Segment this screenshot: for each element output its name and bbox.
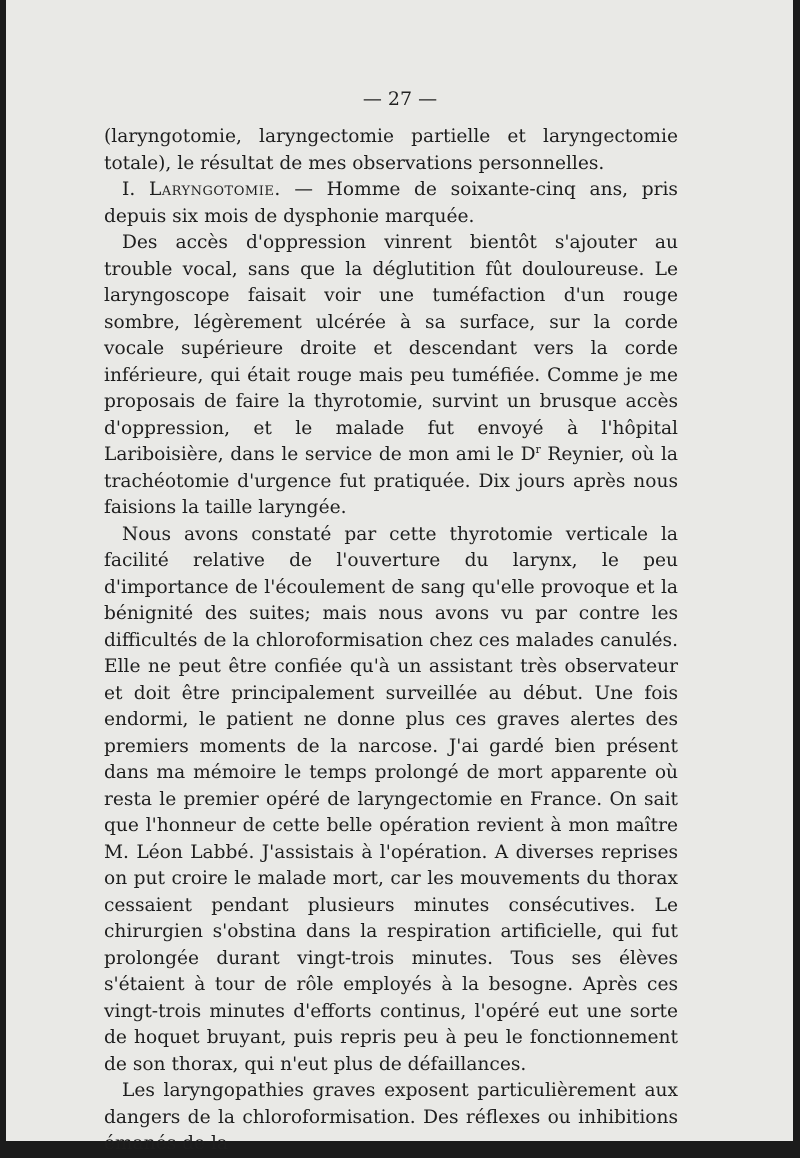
case-title: Laryngotomie.: [148, 179, 281, 200]
paragraph-text-continued: Reynier, où la trachéotomie d'urgence fut pratiquée. Dix jours après nous faisions la taille laryngée.: [104, 444, 678, 518]
superscript: r: [535, 442, 541, 456]
paragraph-continuation: (laryngotomie, laryngectomie partielle et laryngectomie totale), le résultat de mes observations personnelles.: [104, 126, 678, 174]
case-number: I.: [122, 179, 136, 200]
paragraph-text: Des accès d'oppression vinrent bientôt s'ajouter au trouble vocal, sans que la déglutition fût douloureuse. Le laryngoscope faisait voir une tuméfaction d'un rouge sombre, légèrement ulcérée à sa surface, sur la corde vocale supérieure droite et descendant vers la corde inférieure, qui était rouge mais peu tuméfiée. Comme je me proposais de faire la thyrotomie, survint un brusque accès d'oppression, et le malade fut envoyé à l'hôpital Lariboisière, dans le service de mon ami le D: [104, 232, 678, 465]
paragraph-case-history: [104, 230, 678, 522]
paragraph-case-heading: [104, 177, 678, 230]
case-summary: — Homme de soixante-cinq ans, pris depuis six mois de dysphonie marquée.: [104, 179, 678, 227]
body-text: [104, 124, 678, 1158]
paragraph-observations: Nous avons constaté par cette thyrotomie verticale la facilité relative de l'ouverture du larynx, le peu d'importance de l'écoulement de sang qu'elle provoque et la bénignité des suites; mais nous avons vu par contre les difficultés de la chloroformisation chez ces malades canulés. Elle ne peut être confiée qu'à un assistant très observateur et doit être principalement surveillée au début. Une fois endormi, le patient ne donne plus ces graves alertes des premiers moments de la narcose. J'ai gardé bien présent dans ma mémoire le temps prolongé de mort apparente où resta le premier opéré de laryngectomie en France. On sait que l'honneur de cette belle opération revient à mon maître M. Léon Labbé. J'assistais à l'opération. A diverses reprises on put croire le malade mort, car les mouvements du thorax cessaient pendant plusieurs minutes consécutives. Le chirurgien s'obstina dans la respiration artificielle, qui fut prolongée durant vingt-trois minutes. Tous ses élèves s'étaient à tour de rôle employés à la besogne. Après ces vingt-trois minutes d'efforts continus, l'opéré eut une sorte de hoquet bruyant, puis repris peu à peu le fonctionnement de son thorax, qui n'eut plus de défaillances.: [104, 523, 678, 1075]
paragraph-final: Les laryngopathies graves exposent particulièrement aux dangers de la chloroformisation. Des réflexes ou inhibitions émanés de la: [104, 1080, 678, 1154]
page-number: — 27 —: [362, 88, 438, 110]
